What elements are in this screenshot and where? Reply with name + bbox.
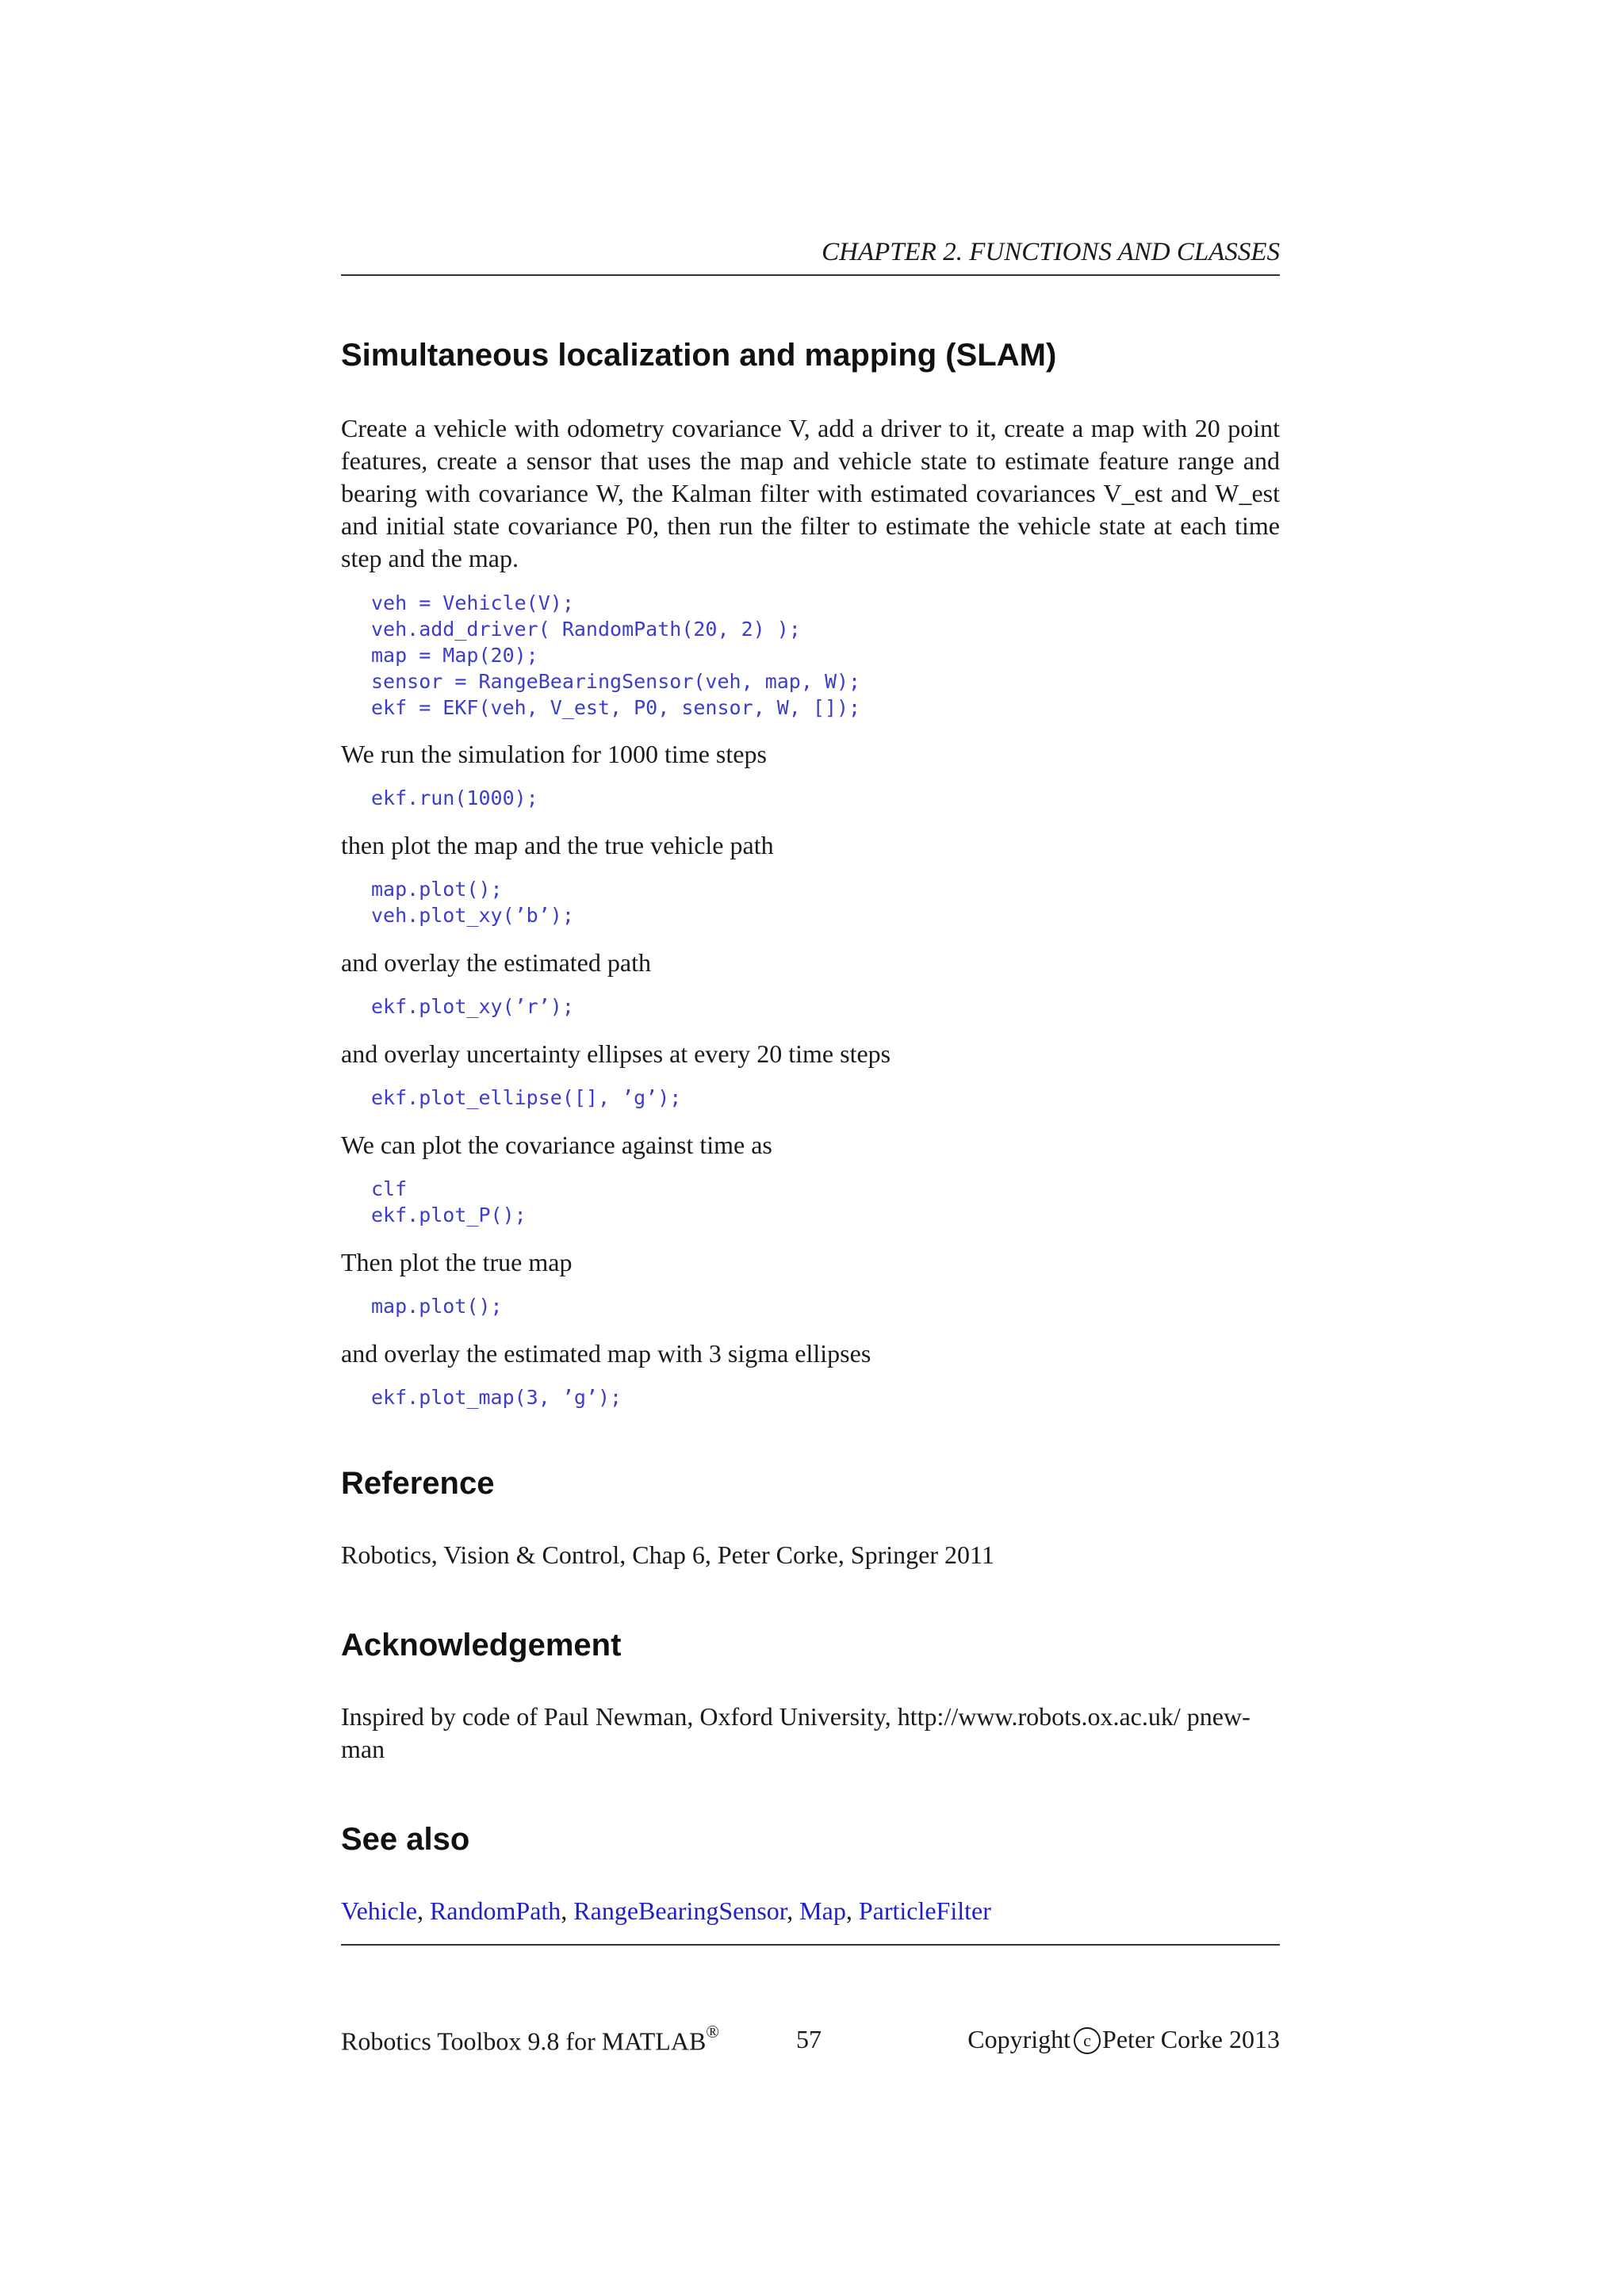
link-separator: , [845, 1896, 859, 1925]
section-title-reference: Reference [341, 1466, 495, 1501]
section-title-acknowledgement: Acknowledgement [341, 1628, 622, 1663]
code-block-ellipses: ekf.plot_ellipse([], ’g’); [371, 1086, 682, 1109]
footer-title [341, 2022, 719, 2057]
copyright-icon: c [1074, 2027, 1101, 2054]
code-block-covariance: clf ekf.plot_P(); [371, 1177, 527, 1226]
footer-rule [341, 1944, 1280, 1946]
see-also-links [341, 1895, 991, 1927]
code-block-overlay-path: ekf.plot_xy(’r’); [371, 995, 574, 1018]
paragraph-true-map: Then plot the true map [341, 1248, 573, 1276]
intro-paragraph: Create a vehicle with odometry covariance V, add a driver to it, create a map with 20 point features, create a sensor that uses the map and vehicle state to estimate feature range and bearing with covariance W, the Kalman filter with estimated covariances V_est and W_est and initial state covariance P0, then run the filter to estimate the vehicle state at each time step and the map. [341, 414, 1280, 572]
paragraph-run: We run the simulation for 1000 time steps [341, 740, 767, 768]
link-particlefilter[interactable]: ParticleFilter [858, 1896, 991, 1925]
page-footer [341, 2022, 1280, 2060]
paragraph-overlay-path: and overlay the estimated path [341, 948, 651, 977]
acknowledgement-line-2: man [341, 1735, 385, 1763]
code-block-run: ekf.run(1000); [371, 786, 538, 809]
link-separator: , [561, 1896, 574, 1925]
code-block-setup: veh = Vehicle(V); veh.add_driver( RandomPath(20, 2) ); map = Map(20); sensor = RangeBearingSensor(veh, map, W); ekf = EKF(veh, V_est, P0, sensor, W, []); [371, 591, 861, 719]
copyright-suffix: Peter Corke 2013 [1102, 2025, 1280, 2053]
section-title-slam: Simultaneous localization and mapping (SLAM) [341, 338, 1057, 373]
footer-copyright [967, 2025, 1280, 2057]
link-rangebearingsensor[interactable]: RangeBearingSensor [573, 1896, 787, 1925]
code-block-true-map: map.plot(); [371, 1295, 503, 1318]
link-randompath[interactable]: RandomPath [429, 1896, 561, 1925]
link-vehicle[interactable]: Vehicle [341, 1896, 417, 1925]
footer-title-text: Robotics Toolbox 9.8 for MATLAB [341, 2026, 707, 2056]
paragraph-ellipses: and overlay uncertainty ellipses at every 20 time steps [341, 1039, 891, 1068]
link-separator: , [416, 1896, 430, 1925]
acknowledgement-line-1: Inspired by code of Paul Newman, Oxford University, http://www.robots.ox.ac.uk/ pnew- [341, 1702, 1251, 1731]
paragraph-estimated-map: and overlay the estimated map with 3 sigma ellipses [341, 1339, 871, 1368]
code-block-estimated-map: ekf.plot_map(3, ’g’); [371, 1386, 622, 1409]
link-map[interactable]: Map [799, 1896, 846, 1925]
reference-text: Robotics, Vision & Control, Chap 6, Peter Corke, Springer 2011 [341, 1540, 994, 1569]
section-title-see-also: See also [341, 1822, 470, 1857]
running-head: CHAPTER 2. FUNCTIONS AND CLASSES [822, 238, 1280, 266]
paragraph-covariance: We can plot the covariance against time as [341, 1131, 772, 1159]
page-number: 57 [796, 2025, 822, 2053]
paragraph-plot: then plot the map and the true vehicle path [341, 831, 774, 859]
document-page [341, 0, 1280, 2296]
code-block-plot: map.plot(); veh.plot_xy(’b’); [371, 878, 574, 927]
header-rule [341, 274, 1280, 276]
link-separator: , [787, 1896, 800, 1925]
copyright-prefix: Copyright [967, 2025, 1071, 2053]
registered-mark: ® [706, 2022, 719, 2042]
